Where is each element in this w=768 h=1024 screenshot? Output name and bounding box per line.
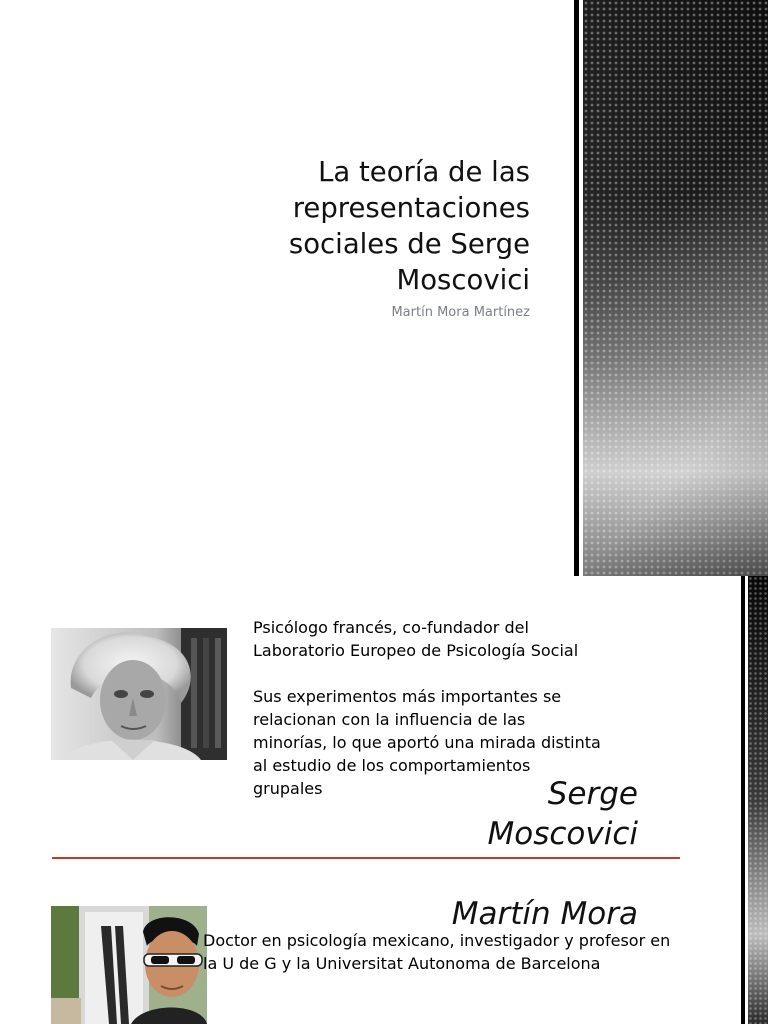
slide-title-line: sociales de Serge [288,228,530,260]
slide-title-line: representaciones [292,192,530,224]
serge-bio-paragraph: Psicólogo francés, co-fundador del Laboratorio Europeo de Psicología Social [253,618,579,660]
portrait-photo-icon [51,628,227,760]
slide-title-line: La teoría de las [318,156,530,188]
martin-bio-paragraph: Doctor en psicología mexicano, investigador y profesor en la U de G y la Universitat Autonoma de Barcelona [203,931,671,973]
decorative-panel-sheen [583,0,768,576]
serge-bio [253,616,603,800]
serge-bio-paragraph: Sus experimentos más importantes se relacionan con la influencia de las minorías, lo que aportó una mirada distinta al estudio de los comportamientos grupales [253,687,601,798]
serge-name-line: Serge [547,776,638,812]
serge-moscovici-photo [51,628,227,760]
section-divider [52,857,680,859]
serge-name-heading [420,774,638,854]
serge-name-line: Moscovici [487,816,638,852]
content-slide [0,576,768,1024]
martin-mora-photo [51,906,207,1024]
slide-author: Martín Mora Martínez [391,305,530,320]
martin-name-heading: Martín Mora [451,896,638,932]
portrait-photo-icon [51,906,207,1024]
slide-title [230,154,530,298]
slide-title-line: Moscovici [396,264,530,296]
martin-bio [203,929,683,975]
decorative-texture-panel [748,576,768,1024]
